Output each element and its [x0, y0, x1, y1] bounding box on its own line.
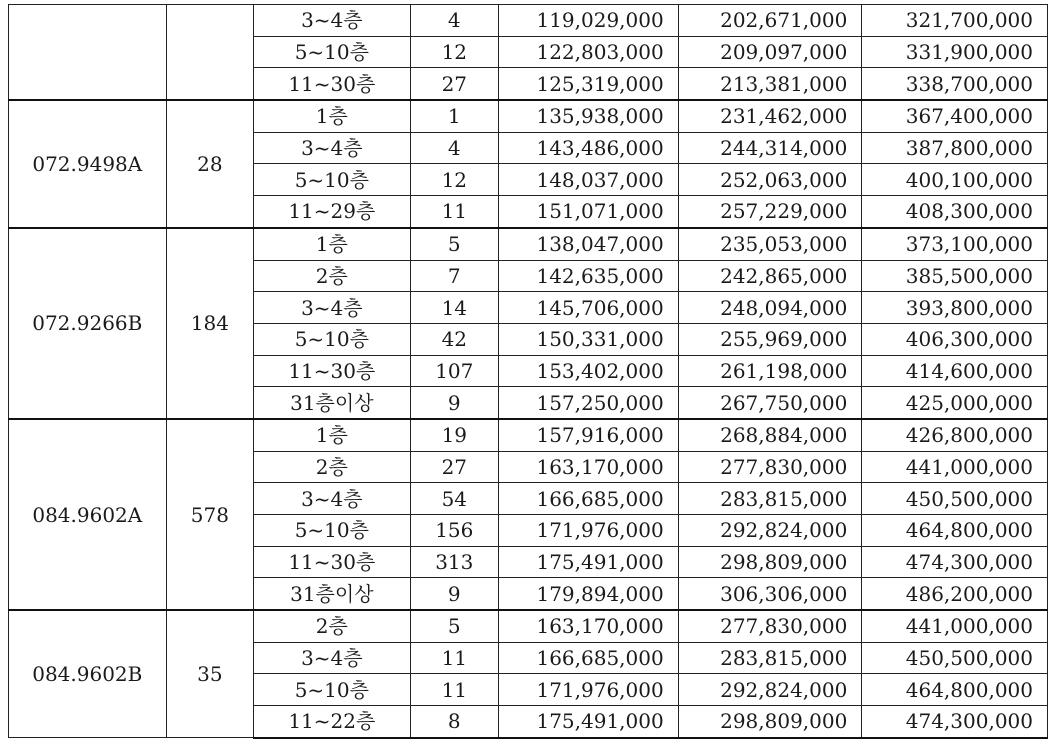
floor-range-cell: 11~30층 — [254, 355, 410, 387]
price-table-body — [9, 5, 1048, 738]
household-count-cell: 11 — [410, 642, 499, 674]
building-price-cell: 242,865,000 — [678, 260, 862, 292]
floor-range-cell: 3~4층 — [254, 483, 410, 515]
total-price-cell: 321,700,000 — [862, 5, 1048, 37]
building-price-cell: 268,884,000 — [678, 419, 862, 451]
total-price-cell: 474,300,000 — [862, 546, 1048, 578]
household-count-cell: 4 — [410, 5, 499, 37]
table-row — [9, 228, 1048, 260]
building-price-cell: 267,750,000 — [678, 387, 862, 419]
floor-range-cell: 5~10층 — [254, 164, 410, 196]
household-count-cell: 11 — [410, 674, 499, 706]
floor-range-cell: 5~10층 — [254, 323, 410, 355]
household-count-cell: 14 — [410, 292, 499, 324]
building-price-cell: 277,830,000 — [678, 451, 862, 483]
land-price-cell: 143,486,000 — [499, 132, 679, 164]
total-price-cell: 367,400,000 — [862, 100, 1048, 132]
household-count-cell: 7 — [410, 260, 499, 292]
unit-count-cell: 35 — [166, 610, 254, 738]
land-price-cell: 148,037,000 — [499, 164, 679, 196]
total-price-cell: 373,100,000 — [862, 228, 1048, 260]
building-price-cell: 257,229,000 — [678, 196, 862, 228]
land-price-cell: 175,491,000 — [499, 546, 679, 578]
total-price-cell: 408,300,000 — [862, 196, 1048, 228]
floor-range-cell: 1층 — [254, 100, 410, 132]
land-price-cell: 135,938,000 — [499, 100, 679, 132]
total-price-cell: 464,800,000 — [862, 515, 1048, 547]
total-price-cell: 464,800,000 — [862, 674, 1048, 706]
household-count-cell: 313 — [410, 546, 499, 578]
floor-range-cell: 3~4층 — [254, 132, 410, 164]
land-price-cell: 157,916,000 — [499, 419, 679, 451]
building-price-cell: 235,053,000 — [678, 228, 862, 260]
building-price-cell: 209,097,000 — [678, 36, 862, 68]
building-price-cell: 292,824,000 — [678, 515, 862, 547]
floor-range-cell: 2층 — [254, 451, 410, 483]
total-price-cell: 400,100,000 — [862, 164, 1048, 196]
total-price-cell: 450,500,000 — [862, 642, 1048, 674]
floor-range-cell: 1층 — [254, 419, 410, 451]
household-count-cell: 1 — [410, 100, 499, 132]
land-price-cell: 171,976,000 — [499, 674, 679, 706]
floor-range-cell: 5~10층 — [254, 36, 410, 68]
land-price-cell: 150,331,000 — [499, 323, 679, 355]
household-count-cell: 4 — [410, 132, 499, 164]
land-price-cell: 157,250,000 — [499, 387, 679, 419]
floor-range-cell: 11~30층 — [254, 546, 410, 578]
building-price-cell: 261,198,000 — [678, 355, 862, 387]
household-count-cell: 27 — [410, 68, 499, 100]
land-price-cell: 145,706,000 — [499, 292, 679, 324]
household-count-cell: 156 — [410, 515, 499, 547]
total-price-cell: 441,000,000 — [862, 610, 1048, 642]
floor-range-cell: 3~4층 — [254, 642, 410, 674]
total-price-cell: 331,900,000 — [862, 36, 1048, 68]
land-price-cell: 153,402,000 — [499, 355, 679, 387]
floor-range-cell: 5~10층 — [254, 515, 410, 547]
land-price-cell: 125,319,000 — [499, 68, 679, 100]
land-price-cell: 119,029,000 — [499, 5, 679, 37]
household-count-cell: 107 — [410, 355, 499, 387]
total-price-cell: 393,800,000 — [862, 292, 1048, 324]
building-price-cell: 306,306,000 — [678, 578, 862, 610]
land-price-cell: 142,635,000 — [499, 260, 679, 292]
household-count-cell: 5 — [410, 228, 499, 260]
building-price-cell: 277,830,000 — [678, 610, 862, 642]
unit-type-cell: 072.9498A — [9, 100, 167, 228]
land-price-cell: 166,685,000 — [499, 483, 679, 515]
household-count-cell: 42 — [410, 323, 499, 355]
household-count-cell: 11 — [410, 196, 499, 228]
land-price-cell: 171,976,000 — [499, 515, 679, 547]
floor-range-cell: 2층 — [254, 610, 410, 642]
unit-type-cell: 072.9266B — [9, 228, 167, 419]
total-price-cell: 414,600,000 — [862, 355, 1048, 387]
total-price-cell: 450,500,000 — [862, 483, 1048, 515]
floor-range-cell: 3~4층 — [254, 292, 410, 324]
price-table — [8, 4, 1048, 739]
land-price-cell: 138,047,000 — [499, 228, 679, 260]
table-row — [9, 100, 1048, 132]
land-price-cell: 163,170,000 — [499, 610, 679, 642]
building-price-cell: 202,671,000 — [678, 5, 862, 37]
floor-range-cell: 11~22층 — [254, 706, 410, 738]
household-count-cell: 9 — [410, 578, 499, 610]
building-price-cell: 283,815,000 — [678, 642, 862, 674]
household-count-cell: 8 — [410, 706, 499, 738]
unit-count-cell: 184 — [166, 228, 254, 419]
household-count-cell: 5 — [410, 610, 499, 642]
floor-range-cell: 3~4층 — [254, 5, 410, 37]
total-price-cell: 425,000,000 — [862, 387, 1048, 419]
total-price-cell: 474,300,000 — [862, 706, 1048, 738]
land-price-cell: 151,071,000 — [499, 196, 679, 228]
unit-count-cell: 28 — [166, 100, 254, 228]
household-count-cell: 19 — [410, 419, 499, 451]
unit-type-cell — [9, 5, 167, 101]
household-count-cell: 9 — [410, 387, 499, 419]
total-price-cell: 441,000,000 — [862, 451, 1048, 483]
unit-count-cell: 578 — [166, 419, 254, 610]
floor-range-cell: 11~29층 — [254, 196, 410, 228]
floor-range-cell: 31층이상 — [254, 578, 410, 610]
floor-range-cell: 1층 — [254, 228, 410, 260]
household-count-cell: 27 — [410, 451, 499, 483]
table-row — [9, 5, 1048, 37]
building-price-cell: 248,094,000 — [678, 292, 862, 324]
building-price-cell: 252,063,000 — [678, 164, 862, 196]
land-price-cell: 175,491,000 — [499, 706, 679, 738]
total-price-cell: 426,800,000 — [862, 419, 1048, 451]
building-price-cell: 292,824,000 — [678, 674, 862, 706]
total-price-cell: 385,500,000 — [862, 260, 1048, 292]
total-price-cell: 486,200,000 — [862, 578, 1048, 610]
building-price-cell: 231,462,000 — [678, 100, 862, 132]
table-row — [9, 610, 1048, 642]
household-count-cell: 54 — [410, 483, 499, 515]
total-price-cell: 387,800,000 — [862, 132, 1048, 164]
building-price-cell: 213,381,000 — [678, 68, 862, 100]
building-price-cell: 244,314,000 — [678, 132, 862, 164]
building-price-cell: 298,809,000 — [678, 706, 862, 738]
floor-range-cell: 31층이상 — [254, 387, 410, 419]
building-price-cell: 255,969,000 — [678, 323, 862, 355]
floor-range-cell: 5~10층 — [254, 674, 410, 706]
floor-range-cell: 2층 — [254, 260, 410, 292]
unit-count-cell — [166, 5, 254, 101]
land-price-cell: 122,803,000 — [499, 36, 679, 68]
unit-type-cell: 084.9602A — [9, 419, 167, 610]
building-price-cell: 298,809,000 — [678, 546, 862, 578]
total-price-cell: 406,300,000 — [862, 323, 1048, 355]
total-price-cell: 338,700,000 — [862, 68, 1048, 100]
floor-range-cell: 11~30층 — [254, 68, 410, 100]
table-row — [9, 419, 1048, 451]
land-price-cell: 179,894,000 — [499, 578, 679, 610]
land-price-cell: 166,685,000 — [499, 642, 679, 674]
land-price-cell: 163,170,000 — [499, 451, 679, 483]
building-price-cell: 283,815,000 — [678, 483, 862, 515]
unit-type-cell: 084.9602B — [9, 610, 167, 738]
household-count-cell: 12 — [410, 36, 499, 68]
household-count-cell: 12 — [410, 164, 499, 196]
